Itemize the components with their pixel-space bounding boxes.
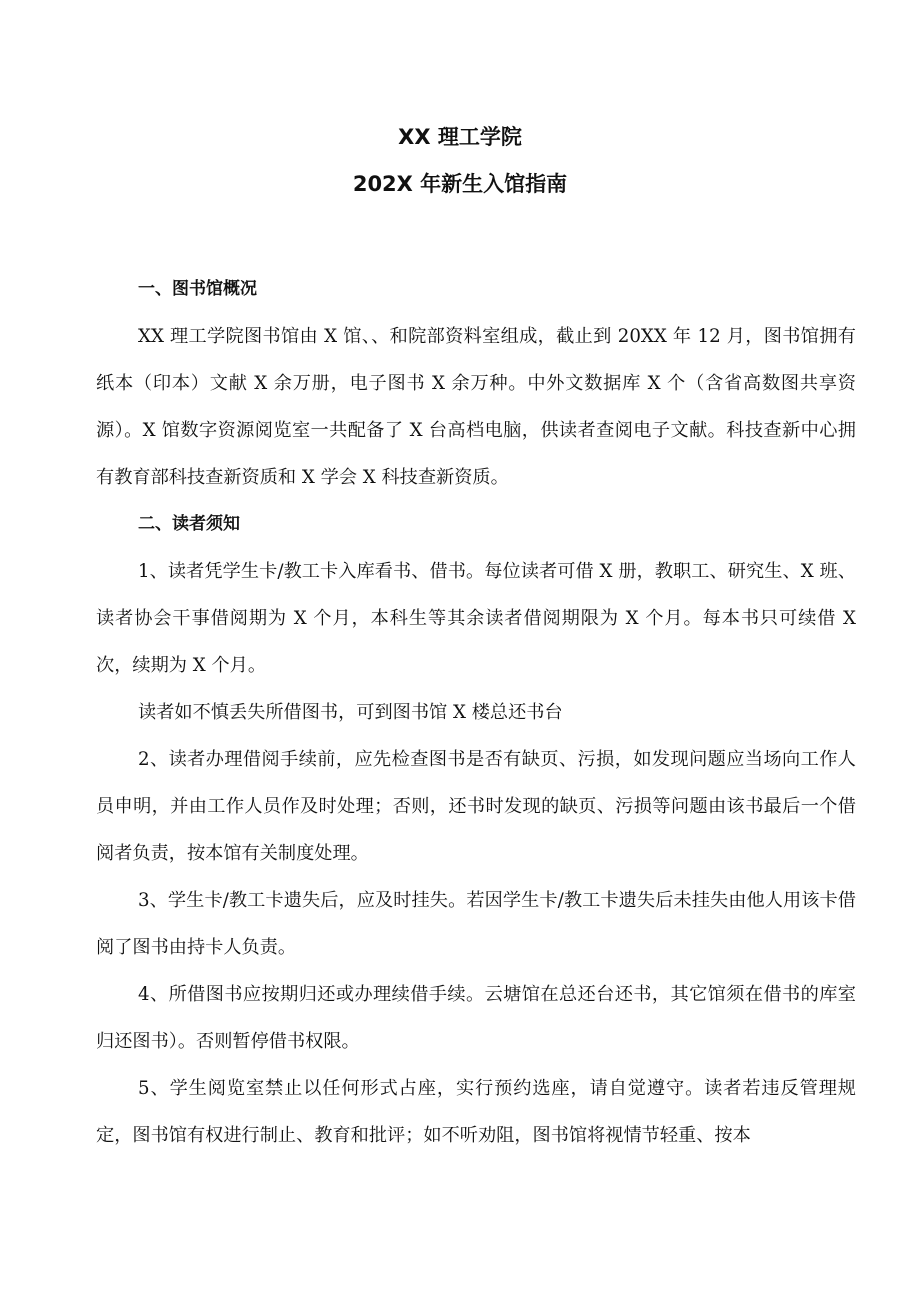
document-title-institution: XX 理工学院 <box>398 125 522 149</box>
section-heading-overview: 一、图书馆概况 <box>138 279 257 299</box>
paragraph-lost-book: 读者如不慎丢失所借图书，可到图书馆 X 楼总还书台 <box>138 702 563 723</box>
section-heading-reader-notice: 二、读者须知 <box>138 514 240 534</box>
paragraph-rule-2: 2、读者办理借阅手续前，应先检查图书是否有缺页、污损，如发现问题应当场向工作人员申明，并由工作人员作及时处理；否则，还书时发现的缺页、污损等问题由该书最后一个借阅者负责，按本馆有关制度处理。 <box>96 749 856 864</box>
paragraph-rule-5: 5、学生阅览室禁止以任何形式占座，实行预约选座，请自觉遵守。读者若违反管理规定，图书馆有权进行制止、教育和批评；如不听劝阻，图书馆将视情节轻重、按本 <box>96 1078 856 1146</box>
paragraph-rule-3: 3、学生卡/教工卡遗失后，应及时挂失。若因学生卡/教工卡遗失后未挂失由他人用该卡借阅了图书由持卡人负责。 <box>96 890 856 958</box>
paragraph-rule-1: 1、读者凭学生卡/教工卡入库看书、借书。每位读者可借 X 册，教职工、研究生、X 班、读者协会干事借阅期为 X 个月，本科生等其余读者借阅期限为 X 个月。每本书只可续借 X 次，续期为 X 个月。 <box>96 561 856 676</box>
paragraph-overview: XX 理工学院图书馆由 X 馆、、和院部资料室组成，截止到 20XX 年 12 月，图书馆拥有纸本（印本）文献 X 余万册，电子图书 X 余万种。中外文数据库 X 个（含省高数图共享资源）。X 馆数字资源阅览室一共配备了 X 台高档电脑，供读者查阅电子文献。科技查新中心拥有教育部科技查新资质和 X 学会 X 科技查新资质。 <box>96 326 856 488</box>
document-title-guide: 202X 年新生入馆指南 <box>352 172 568 196</box>
paragraph-rule-4: 4、所借图书应按期归还或办理续借手续。云塘馆在总还台还书，其它馆须在借书的库室归还图书）。否则暂停借书权限。 <box>96 984 856 1052</box>
document-body <box>96 266 856 1159</box>
